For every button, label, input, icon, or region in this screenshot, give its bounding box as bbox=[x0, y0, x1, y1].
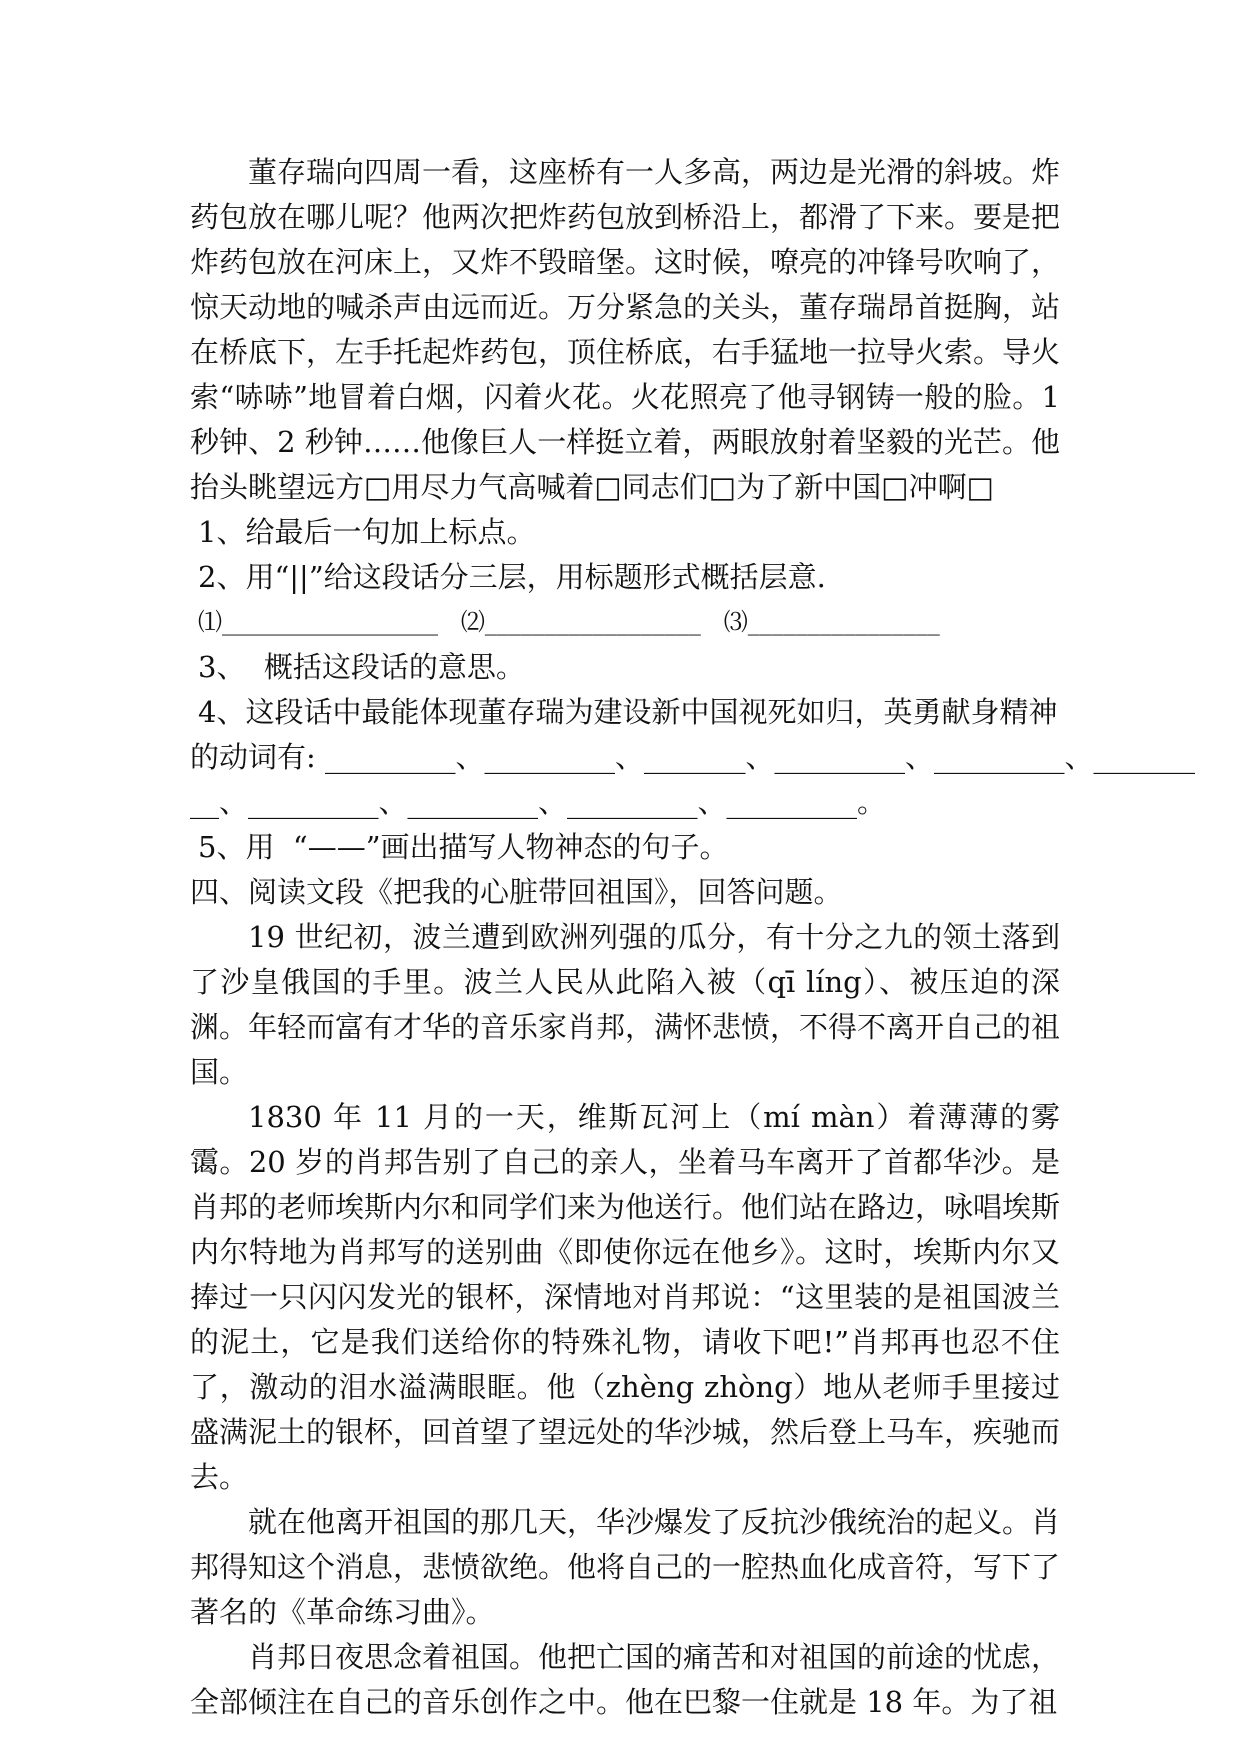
question-1: 1、给最后一句加上标点。 bbox=[198, 515, 536, 549]
question-4-line-3[interactable]: __、_________、_________、_________、_________。 bbox=[190, 785, 887, 819]
section-4-paragraph-4: 肖邦日夜思念着祖国。他把亡国的痛苦和对祖国的前途的忧虑，全部倾注在自己的音乐创作之中。他在巴黎一住就是 18 年。为了祖 bbox=[190, 1640, 1061, 1719]
section-4-paragraph-3: 就在他离开祖国的那几天，华沙爆发了反抗沙俄统治的起义。肖邦得知这个消息，悲愤欲绝。他将自己的一腔热血化成音符，写下了著名的《革命练习曲》。 bbox=[190, 1505, 1061, 1629]
question-2: 2、用“||”给这段话分三层，用标题形式概括层意. bbox=[198, 560, 826, 594]
section-4-paragraph-2: 1830 年 11 月的一天，维斯瓦河上（mí màn）着薄薄的雾霭。20 岁的肖邦告别了自己的亲人，坐着马车离开了首都华沙。是肖邦的老师埃斯内尔和同学们来为他送行。他们站在路边，咏唱埃斯内尔特地为肖邦写的送别曲《即使你远在他乡》。这时，埃斯内尔又捧过一只闪闪发光的银杯，深情地对肖邦说：“这里装的是祖国波兰的泥土，它是我们送给你的特殊礼物，请收下吧!”肖邦再也忍不住了，激动的泪水溢满眼眶。他（zhèng zhòng）地从老师手里接过盛满泥土的银杯，回首望了望远处的华沙城，然后登上马车，疾驰而去。 bbox=[190, 1100, 1061, 1494]
section-4-paragraph-1: 19 世纪初，波兰遭到欧洲列强的瓜分，有十分之九的领土落到了沙皇俄国的手里。波兰人民从此陷入被（qī líng）、被压迫的深渊。年轻而富有才华的音乐家肖邦，满怀悲愤，不得不离开自己的祖国。 bbox=[190, 920, 1061, 1089]
question-4-line-1: 4、这段话中最能体现董存瑞为建设新中国视死如归，英勇献身精神 bbox=[198, 695, 1058, 729]
question-4-line-2[interactable]: 的动词有: _________、_________、_______、_________、_________、_______ bbox=[190, 740, 1195, 774]
passage-dong-cunrui: 董存瑞向四周一看，这座桥有一人多高，两边是光滑的斜坡。炸药包放在哪儿呢？他两次把炸药包放到桥沿上，都滑了下来。要是把炸药包放在河床上，又炸不毁暗堡。这时候，嘹亮的冲锋号吹响了，惊天动地的喊杀声由远而近。万分紧急的关头，董存瑞昂首挺胸，站在桥底下，左手托起炸药包，顶住桥底，右手猛地一拉导火索。导火索“哧哧”地冒着白烟，闪着火花。火花照亮了他寻钢铸一般的脸。1 秒钟、2 秒钟……他像巨人一样挺立着，两眼放射着坚毅的光芒。他抬头眺望远方□用尽力气高喊着□同志们□为了新中国□冲啊□ bbox=[190, 155, 1070, 504]
question-3: 3、 概括这段话的意思。 bbox=[198, 650, 525, 684]
question-2-blanks[interactable]: ⑴__________________ ⑵__________________ ⑶________________ bbox=[198, 608, 940, 636]
section-4-heading: 四、阅读文段《把我的心脏带回祖国》，回答问题。 bbox=[190, 875, 843, 909]
document-page bbox=[190, 150, 1195, 1725]
question-5: 5、用 “——”画出描写人物神态的句子。 bbox=[198, 830, 729, 864]
